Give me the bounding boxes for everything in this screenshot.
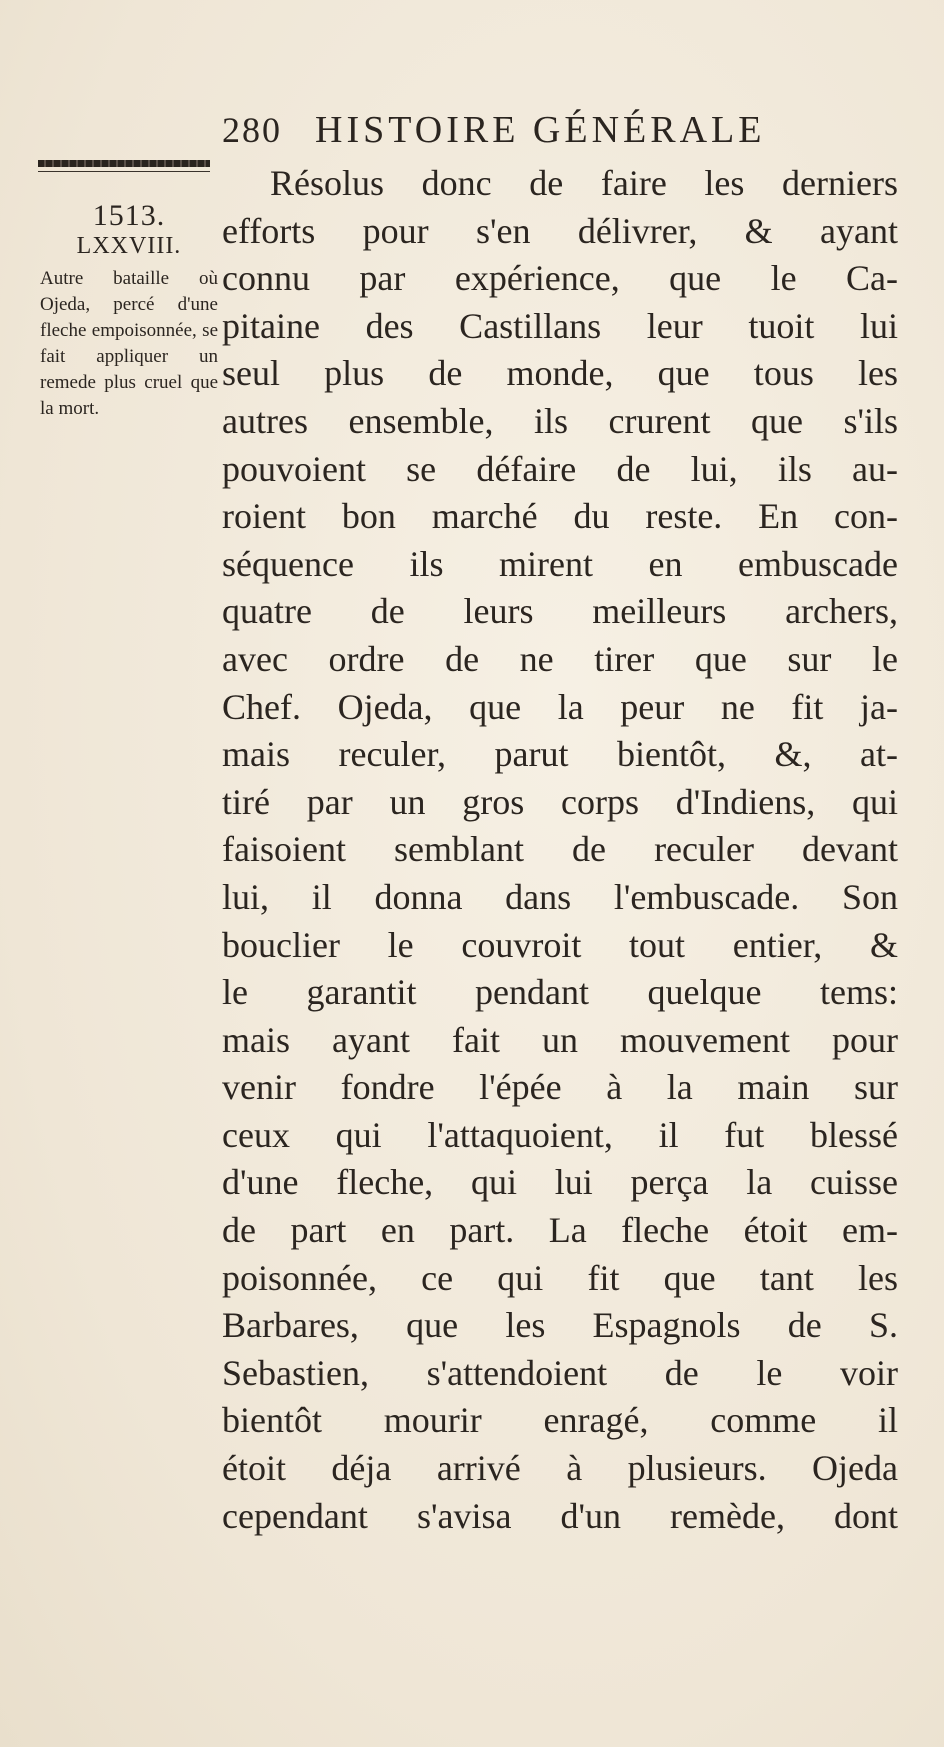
- margin-chapter-number: LXXVIII.: [76, 233, 182, 259]
- text-line: efforts pour s'en délivrer, & ayant: [222, 210, 898, 251]
- text-line: tiré par un gros corps d'Indiens, qui: [222, 781, 898, 822]
- text-line: faisoient semblant de reculer devant: [222, 829, 898, 870]
- text-line: le garantit pendant quelque tems:: [222, 972, 898, 1013]
- text-line: étoit déja arrivé à plusieurs. Ojeda: [222, 1448, 898, 1489]
- text-line: connu par expérience, que le Ca-: [222, 258, 898, 299]
- text-line: roient bon marché du reste. En con-: [222, 496, 898, 537]
- text-line: Résolus donc de faire les derniers: [270, 163, 898, 203]
- text-line: quatre de leurs meilleurs archers,: [222, 591, 898, 632]
- text-line: lui, il donna dans l'embuscade. Son: [222, 876, 898, 917]
- text-line: seul plus de monde, que tous les: [222, 353, 898, 394]
- text-line: séquence ils mirent en embuscade: [222, 543, 898, 584]
- text-line: mais reculer, parut bientôt, &, at-: [222, 734, 898, 775]
- running-header: [222, 108, 902, 152]
- text-line: bientôt mourir enragé, comme il: [222, 1400, 898, 1441]
- text-line: poisonnée, ce qui fit que tant les: [222, 1257, 898, 1298]
- text-line: d'une fleche, qui lui perça la cuisse: [222, 1162, 898, 1203]
- text-line: autres ensemble, ils crurent que s'ils: [222, 400, 898, 441]
- text-line: Chef. Ojeda, que la peur ne fit ja-: [222, 686, 898, 727]
- body-text: [222, 160, 898, 1540]
- text-line: ceux qui l'attaquoient, il fut blessé: [222, 1114, 898, 1155]
- text-line: mais ayant fait un mouvement pour: [222, 1019, 898, 1060]
- text-line: cependant s'avisa d'un remède, dont: [222, 1495, 898, 1536]
- running-title: HISTOIRE GÉNÉRALE: [315, 109, 766, 151]
- text-line: pitaine des Castillans leur tuoit lui: [222, 305, 898, 346]
- rule-thin-line: [38, 171, 210, 172]
- margin-gloss: Autre bataille où Ojeda, percé d'une fleche empoisonnée, se fait appliquer un remede plus cruel que la mort.: [40, 268, 218, 419]
- text-line: pouvoient se défaire de lui, ils au-: [222, 448, 898, 489]
- text-line: avec ordre de ne tirer que sur le: [222, 638, 898, 679]
- text-line: bouclier le couvroit tout entier, &: [222, 924, 898, 965]
- text-line: Sebastien, s'attendoient de le voir: [222, 1352, 898, 1393]
- text-line: Barbares, que les Espagnols de S.: [222, 1305, 898, 1346]
- page-number: 280: [222, 110, 282, 150]
- margin-year: 1513.: [92, 199, 166, 232]
- rule-thick-bar: [38, 160, 210, 167]
- marginal-note: [40, 200, 218, 422]
- text-line: de part en part. La fleche étoit em-: [222, 1210, 898, 1251]
- ornamental-rule: [38, 160, 210, 174]
- text-line: venir fondre l'épée à la main sur: [222, 1067, 898, 1108]
